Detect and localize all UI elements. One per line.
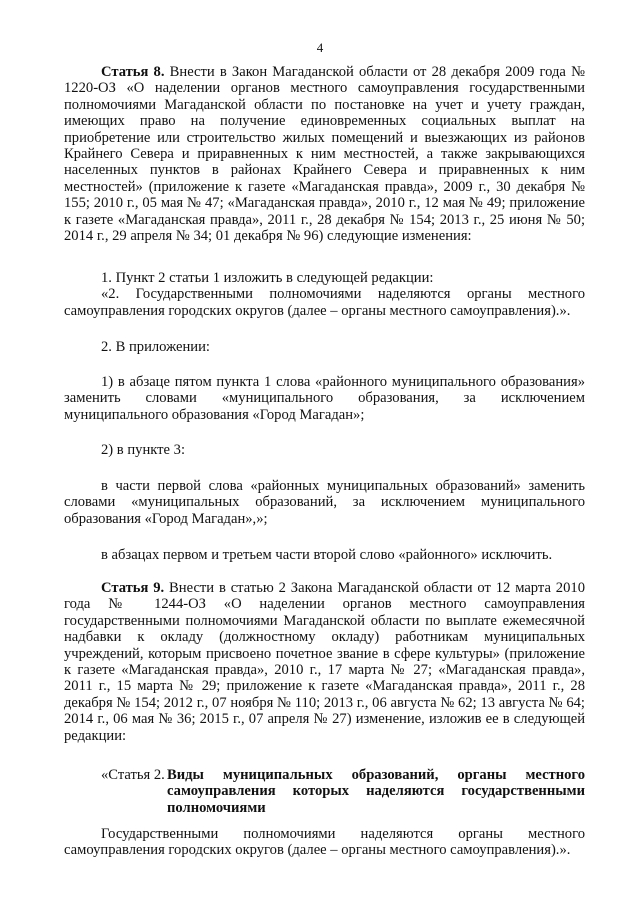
item-1-paragraph <box>64 270 585 319</box>
page-number: 4 <box>316 40 324 55</box>
article-8-label: Статья 8. <box>101 64 165 80</box>
item-2-2-paragraph: 2) в пункте 3: <box>101 442 186 458</box>
item-2-2b-paragraph: в абзацах первом и третьем части второй слово «районного» исключить. <box>101 547 553 563</box>
item-2-1-paragraph: 1) в абзаце пятом пункта 1 слова «районного муниципального образования» заменить словами «муниципального образования, за исключением муниципального образования «Город Магадан»; <box>64 374 585 423</box>
article-9-text: Внести в статью 2 Закона Магаданской области от 12 марта 2010 года № 1244-ОЗ «О наделении органов местного самоуправления государственными полномочиями Магаданской области по выплате ежемесячной надбавки к окладу (должностному окладу) работникам муниципальных учреждений, которым присвоено почетное звание в сфере культуры» (приложение к газете «Магаданская правда», 2010 г., 17 марта № 27; «Магаданская правда», 2011 г., 15 марта № 29; приложение к газете «Магаданская правда», 2011 г., 28 декабря № 154; 2012 г., 07 ноября № 110; 2013 г., 06 августа № 62; 13 августа № 64; 2014 г., 06 мая № 36; 2015 г., 07 апреля № 27) изменение, изложив ее в следующей редакции: <box>64 580 585 744</box>
new-article-title: Виды муниципальных образований, органы местного самоуправления которых наделяются государственными полномочиями <box>167 767 585 816</box>
item-1-quote: «2. Государственными полномочиями наделяются органы местного самоуправления городских округов (далее – органы местного самоуправления).». <box>64 286 585 319</box>
item-1-line: 1. Пункт 2 статьи 1 изложить в следующей редакции: <box>101 270 434 286</box>
article-9-paragraph <box>64 580 585 744</box>
new-article-label: «Статья 2. <box>101 767 165 783</box>
article-9-label: Статья 9. <box>101 580 165 596</box>
item-2-paragraph: 2. В приложении: <box>101 339 210 355</box>
article-8-text: Внести в Закон Магаданской области от 28 декабря 2009 года № 1220-ОЗ «О наделении органов местного самоуправления государственными полномочиями Магаданской области по постановке на учет и учету граждан, имеющих право на получение единовременных социальных выплат на приобретение или строительство жилых помещений и выезжающих из районов Крайнего Севера и приравненных к ним местностей, а также закрывающихся населенных пунктов в районах Крайнего Севера и приравненных к ним местностей» (приложение к газете «Магаданская правда», 2009 г., 30 декабря № 155; 2010 г., 05 мая № 47; «Магаданская правда», 2010 г., 12 мая № 49; приложение к газете «Магаданская правда», 2011 г., 28 декабря № 154; 2013 г., 25 июня № 50; 2014 г., 29 апреля № 34; 01 декабря № 96) следующие изменения: <box>64 64 585 245</box>
final-paragraph: Государственными полномочиями наделяются органы местного самоуправления городских округов (далее – органы местного самоуправления).». <box>64 826 585 859</box>
item-2-2a-paragraph: в части первой слова «районных муниципальных образований» заменить словами «муниципальных образований, за исключением муниципального образования «Город Магадан»,»; <box>64 478 585 527</box>
article-8-paragraph <box>64 64 585 244</box>
new-article-heading <box>64 767 585 816</box>
